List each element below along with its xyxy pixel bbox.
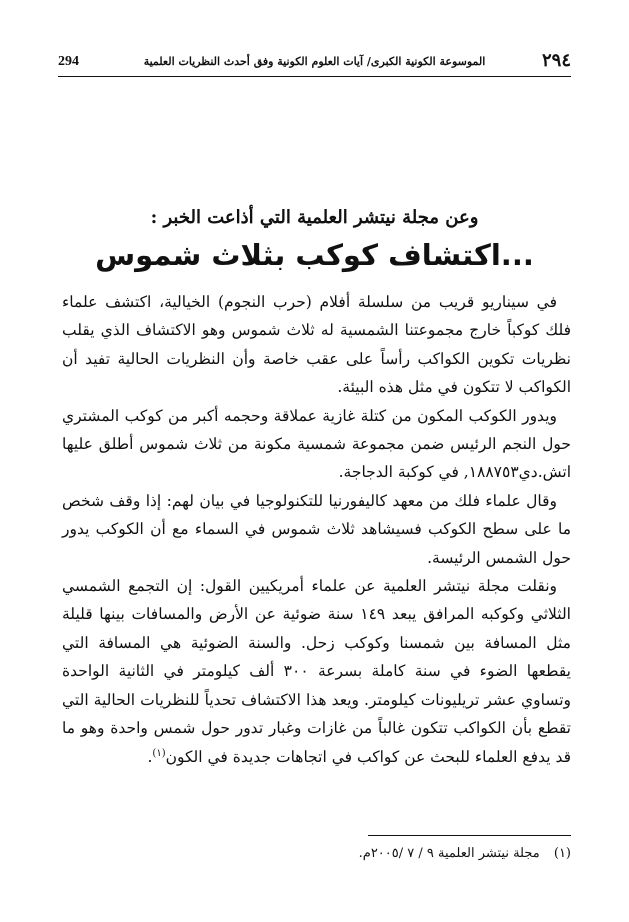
- page-number-arabic: ٢٩٤: [541, 50, 571, 71]
- article-headline: ...اكتشاف كوكب بثلاث شموس: [95, 238, 534, 272]
- footnote-rule: [368, 835, 571, 836]
- page-number-latin: 294: [58, 54, 79, 69]
- paragraph: ويدور الكوكب المكون من كتلة غازية عملاقة وحجمه أكبر من كوكب المشتري حول النجم الرئيس ضمن مجموعة شمسية مكونة من ثلاث شموس أطلق عليها اتش.دي١٨٨٧٥٣, في كوكبة الدجاجة.: [62, 406, 571, 482]
- closing-period: .: [147, 747, 153, 766]
- paragraph: وقال علماء فلك من معهد كاليفورنيا للتكنولوجيا في بيان لهم: إذا وقف شخص ما على سطح الكوكب فسيشاهد ثلاث شموس في السماء مع أن الكوكب يدور حول الشمس الرئيسة.: [62, 491, 571, 567]
- header-rule: [58, 76, 571, 77]
- running-title: الموسوعة الكونية الكبرى/ آيات العلوم الكونية وفق أحدث النظريات العلمية: [143, 55, 486, 68]
- footnote-text: مجلة نيتشر العلمية ٩ / ٧ /٢٠٠٥م.: [358, 846, 540, 861]
- article-body: [62, 288, 571, 771]
- paragraph-text: ونقلت مجلة نيتشر العلمية عن علماء أمريكيين القول: إن التجمع الشمسي الثلاثي وكوكبه المرافق يبعد ١٤٩ سنة ضوئية عن الأرض والمسافات بينها قليلة مثل المسافة بين شمسنا وكوكب زحل. والسنة الضوئية هي المسافة التي يقطعها الضوء في سنة كاملة بسرعة ٣٠٠ ألف كيلومتر في الثانية الواحدة وتساوي عشر تريليونات كيلومتر. ويعد هذا الاكتشاف تحدياً للنظريات الحالية التي تقطع بأن الكواكب تتكون غالباً من غازات وغبار تدور حول شمس واحدة وهو ما قد يدفع العلماء للبحث عن كواكب في اتجاهات جديدة في الكون: [62, 577, 571, 766]
- footnote-marker: (١): [553, 846, 571, 861]
- article-kicker: وعن مجلة نيتشر العلمية التي أذاعت الخبر :: [150, 207, 479, 228]
- footnote: [58, 846, 571, 861]
- footnote-reference[interactable]: (١): [152, 747, 166, 759]
- paragraph-last: [62, 572, 571, 771]
- paragraph: في سيناريو قريب من سلسلة أفلام (حرب النجوم) الخيالية، اكتشف علماء فلك كوكباً خارج مجموعتنا الشمسية له ثلاث شموس وهو الاكتشاف الذي يقلب نظريات تكوين الكواكب رأساً على عقب خاصة وأن النظريات الحالية تفيد أن الكواكب لا تتكون في مثل هذه البيئة.: [62, 293, 571, 397]
